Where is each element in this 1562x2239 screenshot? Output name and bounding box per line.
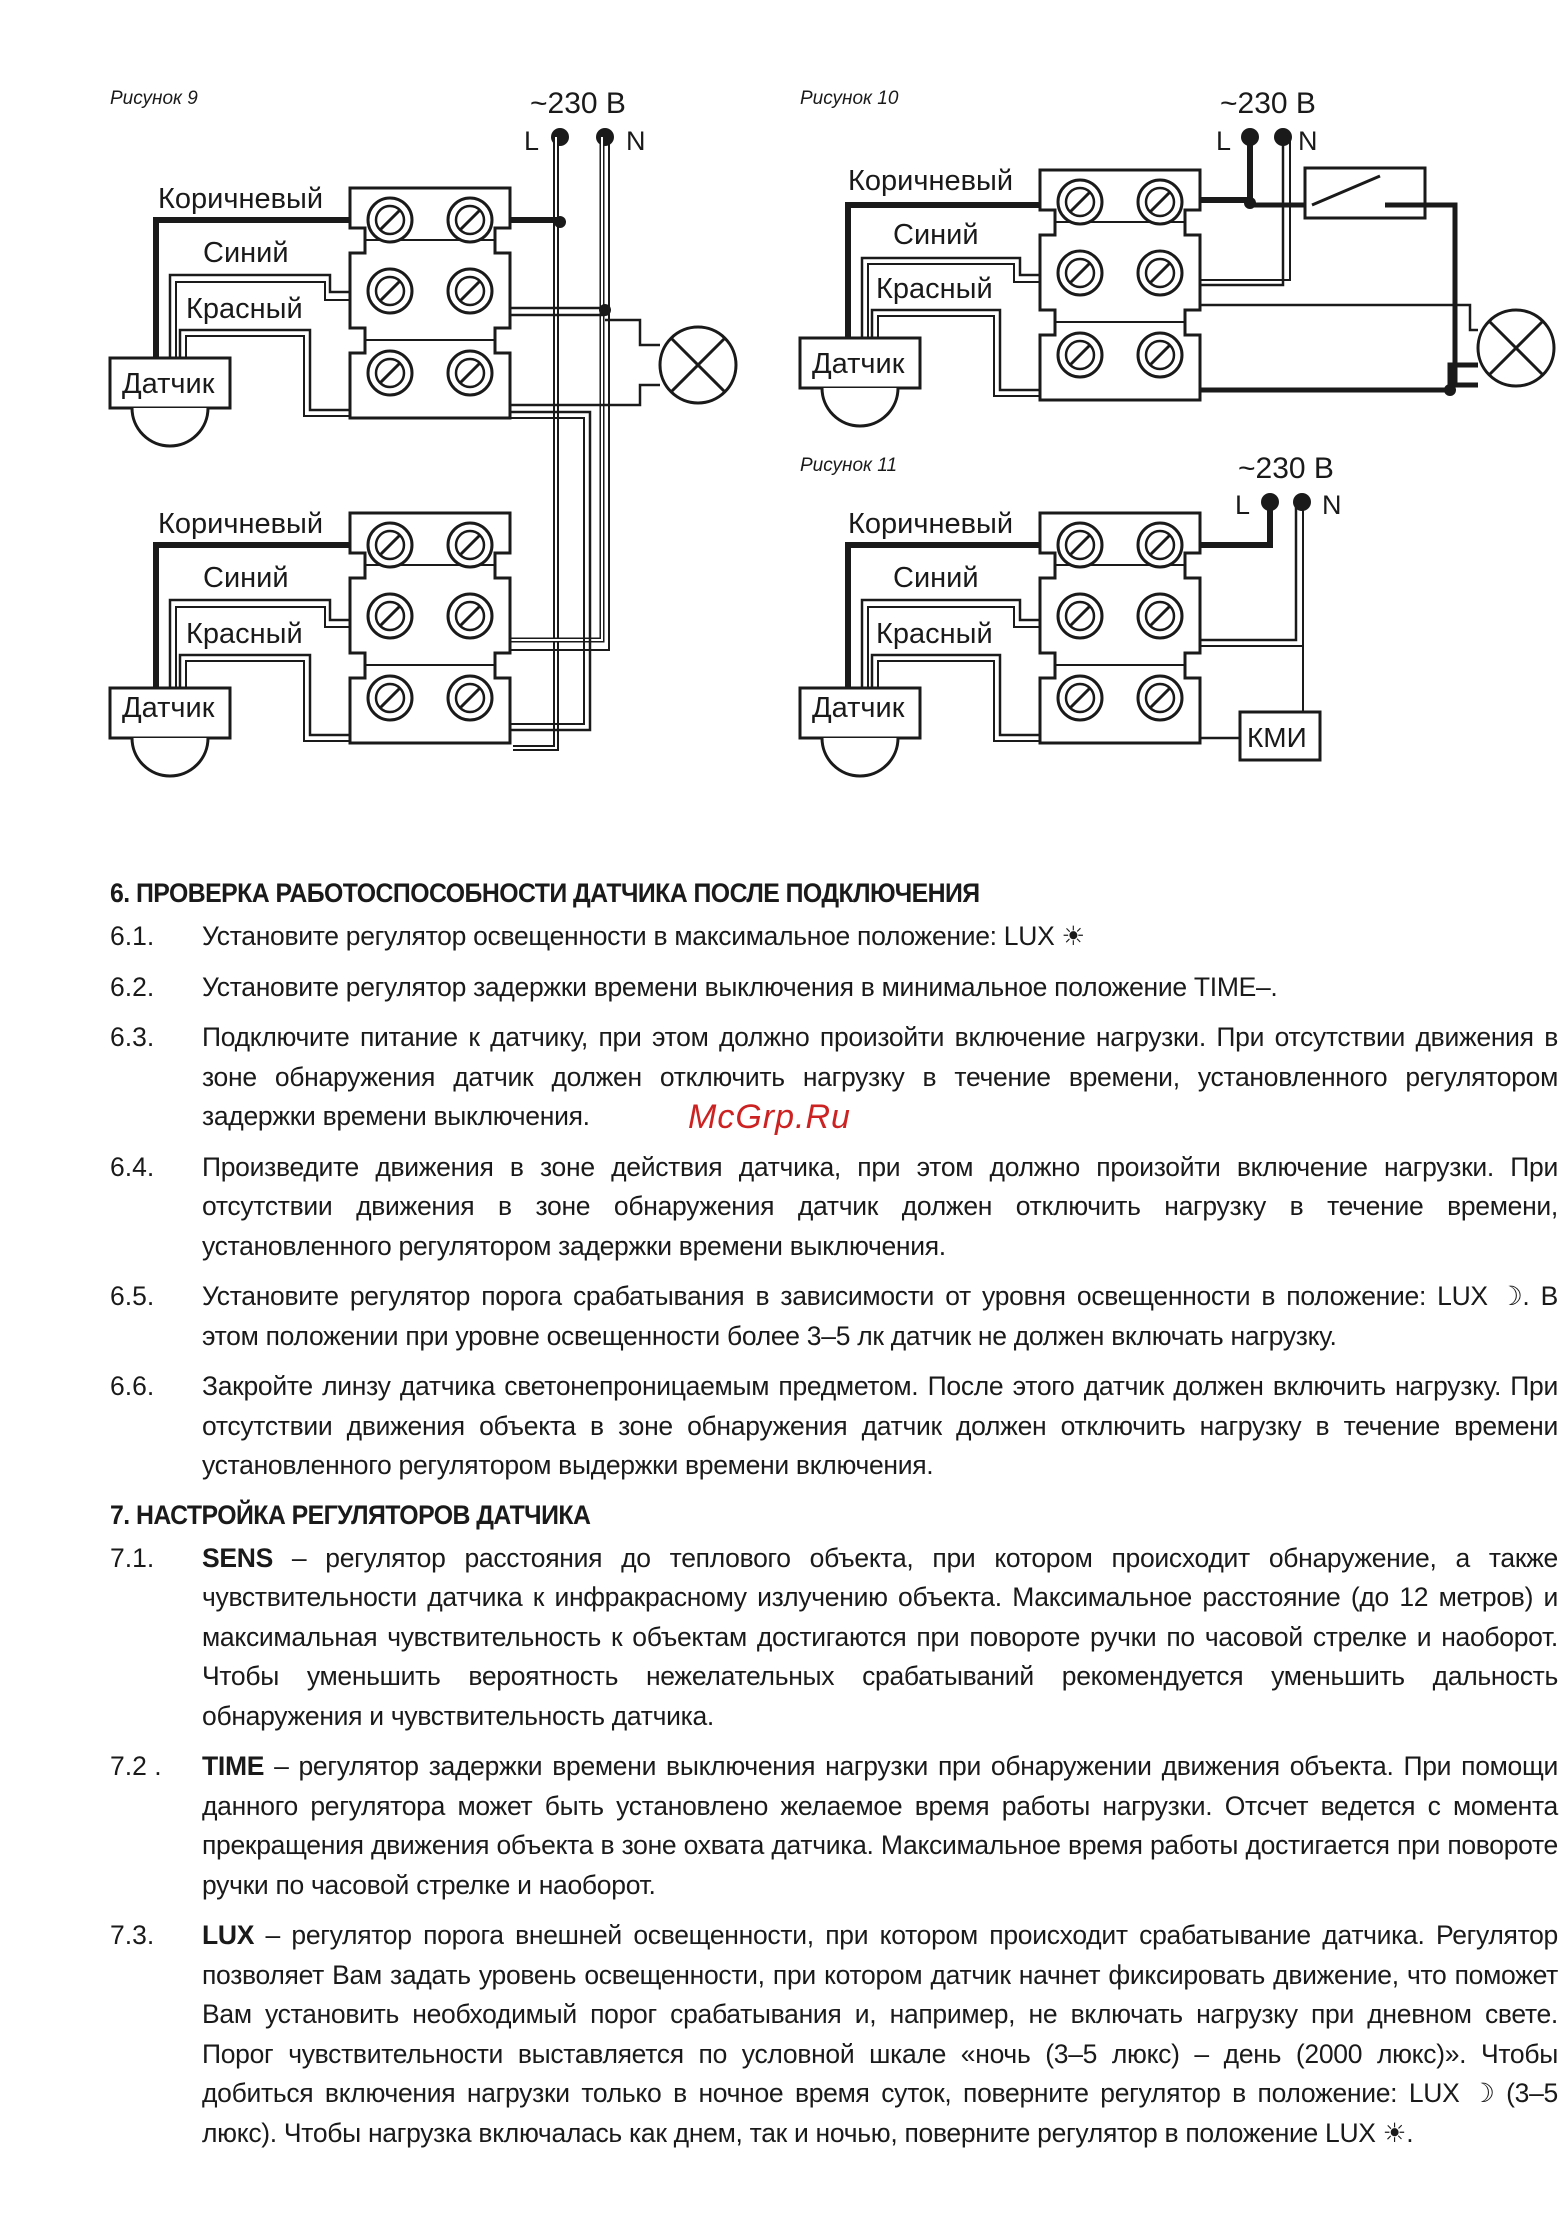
figure-9-caption: Рисунок 9 (110, 88, 198, 109)
figure-9-l-label: L (524, 126, 540, 156)
item-number: 7.1. (110, 1542, 155, 1573)
watermark: McGrp.Ru (688, 1098, 851, 1136)
item-number: 6.4. (110, 1151, 155, 1182)
fig11-blue-label: Синий (893, 562, 979, 594)
item-body: – регулятор порога внешней освещенности, при котором происходит срабатывание датчика. Регулятор позволяет Вам задать уровень освещенности, при котором датчик начнет фиксировать движение, что поможет Вам установить необходимый порог срабатывания и, например, не включать нагрузку при дневном свете. Порог чувствительности выставляется по условной шкале «ночь (3–5 люкс) – день (2000 люкс)». Чтобы добиться включения нагрузки только в ночное время суток, поверните регулятор в положение: LUX ☽ (3–5 люкс). Чтобы нагрузка включалась как днем, так и ночью, поверните регулятор в положение LUX ☀. (202, 1920, 1558, 2148)
item-number: 6.5. (110, 1281, 155, 1311)
item-number: 6.6. (110, 1371, 155, 1401)
fig10-red-label: Красный (876, 273, 993, 305)
figure-9-voltage: ~230 В (530, 87, 626, 120)
list-item (110, 968, 1558, 1008)
fig10-brown-label: Коричневый (848, 165, 1014, 197)
fig11-kmi-label: КМИ (1247, 722, 1307, 753)
item-text: Установите регулятор задержки времени выключения в минимальное положение TIME–. (202, 971, 1278, 1002)
list-item (110, 1148, 1558, 1267)
section-6 (110, 878, 1558, 1486)
item-body: – регулятор задержки времени выключения нагрузки при обнаружении движения объекта. При помощи данного регулятора может быть установлено желаемое время работы нагрузки. Отсчет ведется с момента прекращения движения объекта в зоне охвата датчика. Максимальное время работы достигается при повороте ручки по часовой стрелке и наоборот. (202, 1751, 1558, 1900)
item-text (202, 1539, 1558, 1737)
fig9-lower-red-label: Красный (186, 618, 303, 650)
item-text: Установите регулятор освещенности в максимальное положение: LUX ☀ (202, 921, 1085, 951)
figure-10 (800, 87, 1554, 426)
figure-11-l-label: L (1235, 490, 1251, 520)
fig11-brown-label: Коричневый (848, 508, 1014, 540)
fig9-lower-blue-label: Синий (203, 562, 289, 594)
item-keyword: SENS (202, 1542, 273, 1573)
figure-11-n-label: N (1322, 490, 1342, 520)
document-body (110, 878, 1558, 2164)
item-body: – регулятор расстояния до теплового объекта, при котором происходит обнаружение, а также чувствительности датчика к инфракрасному излучению объекта. Максимальное расстояние (до 12 метров) и максимальная чувствительность к объектам достигаются при повороте ручки по часовой стрелке и наоборот. Чтобы уменьшить вероятность нежелательных срабатываний рекомендуется уменьшить дальность обнаружения и чувствительность датчика. (202, 1542, 1558, 1731)
item-keyword: TIME (202, 1751, 265, 1781)
fig10-blue-label: Синий (893, 219, 979, 251)
item-number: 7.2 . (110, 1751, 162, 1781)
figure-9-n-label: N (626, 126, 646, 156)
figure-10-n-label: N (1298, 126, 1318, 156)
wiring-diagrams (0, 0, 1562, 840)
figure-9 (110, 87, 736, 776)
list-item (110, 1539, 1558, 1737)
item-number: 6.1. (110, 921, 155, 951)
item-text: Закройте линзу датчика светонепроницаемым предметом. После этого датчик должен включить нагрузку. При отсутствии движения объекта в зоне обнаружения датчик должен отключить нагрузку в течение времени установленного регулятором выдержки времени включения. (202, 1371, 1558, 1480)
fig9-lower-brown-label: Коричневый (158, 508, 324, 540)
figure-11 (800, 452, 1342, 776)
item-text: Подключите питание к датчику, при этом должно произойти включение нагрузки. При отсутствии движения в зоне обнаружения датчик должен отключить нагрузку в течение времени, установленного регулятором задержки времени выключения. (202, 1022, 1558, 1131)
section-6-title: 6. ПРОВЕРКА РАБОТОСПОСОБНОСТИ ДАТЧИКА ПОСЛЕ ПОДКЛЮЧЕНИЯ (110, 878, 980, 908)
fig11-sensor-label: Датчик (812, 692, 905, 724)
fig9-upper-blue-label: Синий (203, 237, 289, 269)
list-item (110, 1367, 1558, 1486)
item-text: Произведите движения в зоне действия датчика, при этом должно произойти включение нагрузки. При отсутствии движения в зоне обнаружения датчик должен отключить нагрузку в течение времени, установленного регулятором задержки времени выключения. (202, 1151, 1558, 1261)
item-keyword: LUX (202, 1920, 255, 1950)
list-item (110, 1747, 1558, 1905)
list-item (110, 1916, 1558, 2153)
list-item (110, 1277, 1558, 1356)
figure-10-voltage: ~230 В (1220, 87, 1316, 120)
item-text (202, 1747, 1558, 1905)
figure-10-caption: Рисунок 10 (800, 88, 899, 109)
fig9-lower-sensor-label: Датчик (122, 692, 215, 724)
figure-11-voltage: ~230 В (1238, 452, 1334, 485)
figure-11-caption: Рисунок 11 (800, 455, 898, 476)
fig9-upper-sensor-label: Датчик (122, 368, 215, 400)
item-number: 6.2. (110, 971, 155, 1002)
item-text (202, 1916, 1558, 2153)
section-7-title: 7. НАСТРОЙКА РЕГУЛЯТОРОВ ДАТЧИКА (110, 1499, 591, 1530)
item-text: Установите регулятор порога срабатывания в зависимости от уровня освещенности в положение: LUX ☽. В этом положении при уровне освещенности более 3–5 лк датчик не должен включать нагрузку. (202, 1281, 1558, 1351)
item-number: 6.3. (110, 1022, 155, 1052)
item-number: 7.3. (110, 1920, 155, 1950)
fig10-sensor-label: Датчик (812, 348, 905, 380)
section-7 (110, 1500, 1558, 2154)
figure-10-l-label: L (1216, 126, 1232, 156)
list-item (110, 917, 1558, 957)
fig9-upper-brown-label: Коричневый (158, 183, 324, 215)
fig11-red-label: Красный (876, 618, 993, 650)
fig9-upper-red-label: Красный (186, 293, 303, 325)
